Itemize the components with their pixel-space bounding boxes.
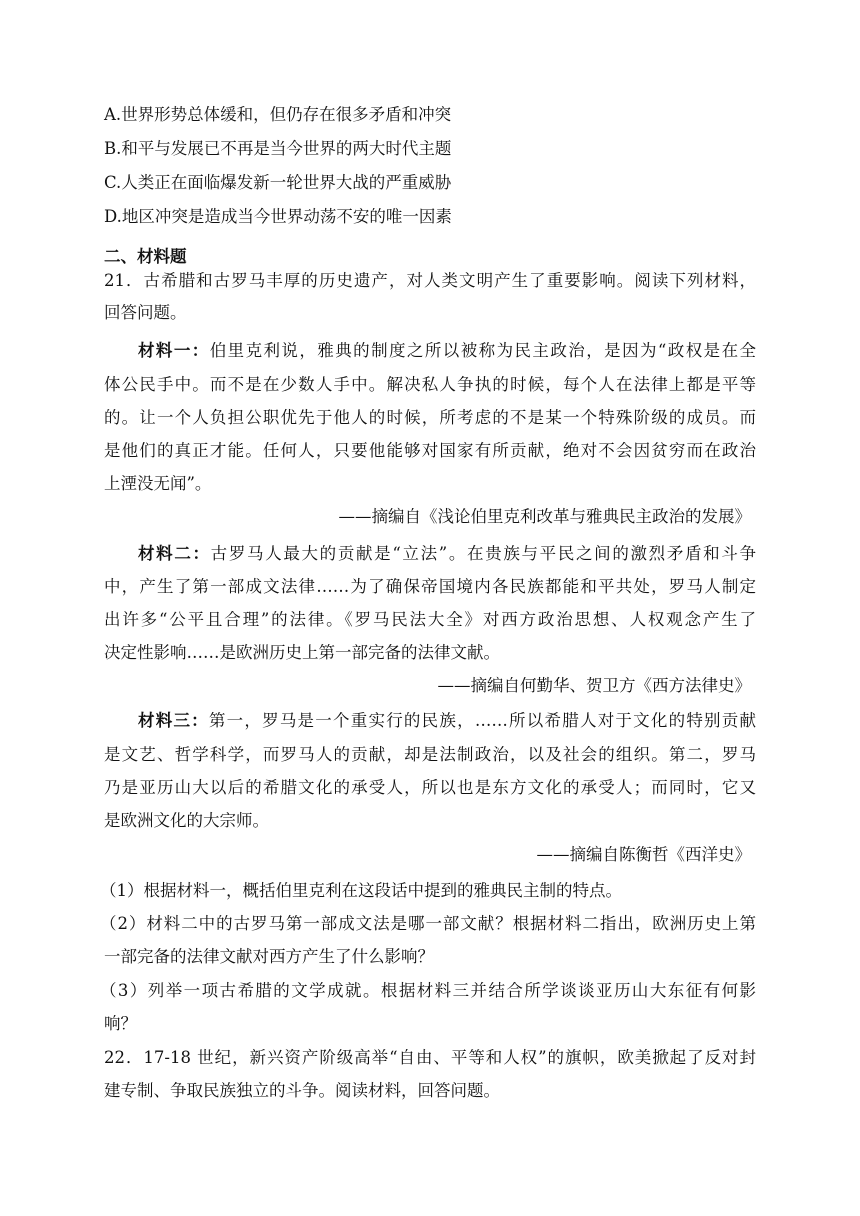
- q21-sub3-line2: 响？: [104, 1014, 137, 1033]
- section-title: 二、材料题: [104, 247, 187, 266]
- material2-line1: 材料二：古罗马人最大的贡献是“立法”。在贵族与平民之间的激烈矛盾和斗争: [138, 544, 757, 563]
- material2-line3: 出许多“公平且合理”的法律。《罗马民法大全》对西方政治思想、人权观念产生了: [104, 610, 756, 629]
- material1-label: 材料一：: [138, 341, 210, 360]
- q21-sub2-line1: （2）材料二中的古罗马第一部成文法是哪一部文献？根据材料二指出，欧洲历史上第: [100, 914, 756, 933]
- material2-line2: 中，产生了第一部成文法律……为了确保帝国境内各民族都能和平共处，罗马人制定: [104, 577, 756, 596]
- material3-label: 材料三：: [138, 711, 209, 730]
- material1-line3: 的。让一个人负担公职优先于他人的时候，所考虑的不是某一个特殊阶级的成员。而: [104, 408, 756, 427]
- material3-line4: 是欧洲文化的大宗师。: [104, 811, 269, 830]
- material1-line4: 是他们的真正才能。任何人，只要他能够对国家有所贡献，绝对不会因贫穷而在政治: [104, 441, 756, 460]
- material1-line5: 上湮没无闻”。: [104, 474, 212, 493]
- material1-source: ——摘编自《浅论伯里克利改革与雅典民主政治的发展》: [338, 507, 751, 526]
- material3-line3: 乃是亚历山大以后的希腊文化的承受人，所以也是东方文化的承受人；而同时，它又: [104, 778, 756, 797]
- q21-intro-line1: 21．古希腊和古罗马丰厚的历史遗产，对人类文明产生了重要影响。阅读下列材料，: [104, 271, 756, 290]
- option-a: A.世界形势总体缓和，但仍存在很多矛盾和冲突: [104, 105, 452, 124]
- material2-label: 材料二：: [138, 544, 211, 563]
- q21-sub3-line1: （3）列举一项古希腊的文学成就。根据材料三并结合所学谈谈亚历山大东征有何影: [100, 981, 756, 1000]
- option-b: B.和平与发展已不再是当今世界的两大时代主题: [104, 139, 452, 158]
- material3-line2: 是文艺、哲学科学，而罗马人的贡献，却是法制政治，以及社会的组织。第二，罗马: [104, 745, 756, 764]
- q22-line1: 22．17-18 世纪，新兴资产阶级高举“自由、平等和人权”的旗帜，欧美掀起了反对封: [104, 1048, 756, 1067]
- q21-sub1: （1）根据材料一，概括伯里克利在这段话中提到的雅典民主制的特点。: [100, 881, 622, 900]
- option-c: C.人类正在面临爆发新一轮世界大战的严重威胁: [104, 173, 452, 192]
- material1-line1: 材料一：伯里克利说，雅典的制度之所以被称为民主政治，是因为“政权是在全: [138, 341, 757, 360]
- option-d: D.地区冲突是造成当今世界动荡不安的唯一因素: [104, 207, 452, 226]
- q21-intro-line2: 回答问题。: [104, 303, 187, 322]
- material3-line1: 材料三：第一，罗马是一个重实行的民族，……所以希腊人对于文化的特别贡献: [138, 711, 757, 730]
- material2-line4: 决定性影响……是欧洲历史上第一部完备的法律文献。: [104, 643, 500, 662]
- material3-source: ——摘编自陈衡哲《西洋史》: [536, 845, 751, 864]
- material2-source: ——摘编自何勤华、贺卫方《西方法律史》: [437, 676, 751, 695]
- material1-line2: 体公民手中。而不是在少数人手中。解决私人争执的时候，每个人在法律上都是平等: [104, 375, 756, 394]
- q22-line2: 建专制、争取民族独立的斗争。阅读材料，回答问题。: [104, 1081, 500, 1100]
- q21-sub2-line2: 一部完备的法律文献对西方产生了什么影响？: [104, 947, 434, 966]
